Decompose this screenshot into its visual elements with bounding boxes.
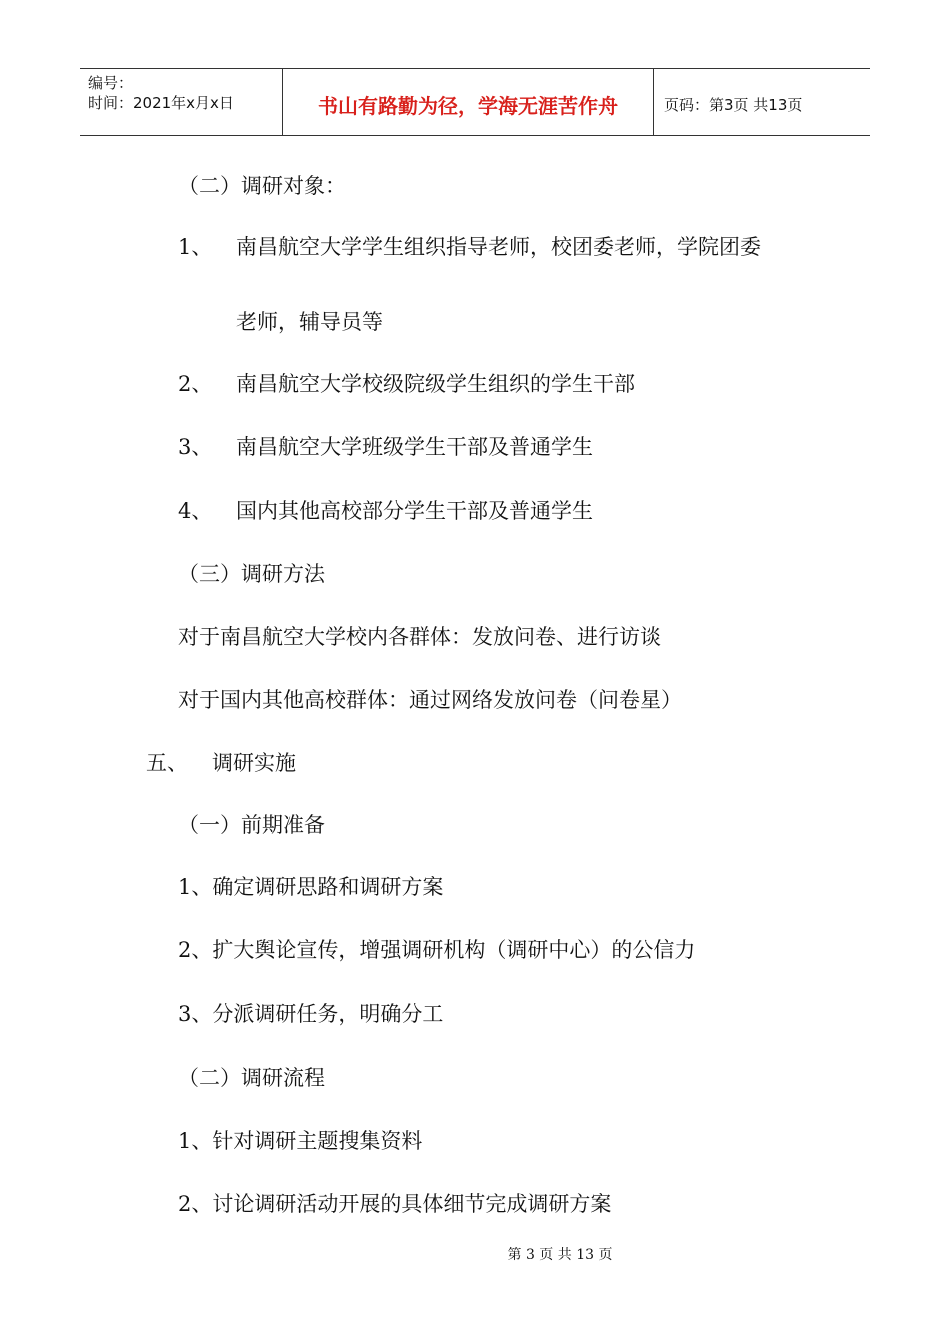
part-5-title: 调研实施 <box>212 751 296 775</box>
prep-item-1: 1、确定调研思路和调研方案 <box>178 875 444 899</box>
section-2-title: （二）调研对象： <box>178 174 346 198</box>
flow-item-2: 2、讨论调研活动开展的具体细节完成调研方案 <box>178 1192 612 1216</box>
list-item-3-text: 南昌航空大学班级学生干部及普通学生 <box>236 435 593 459</box>
list-item-4-number: 4、 <box>178 499 213 523</box>
list-item-2-text: 南昌航空大学校级院级学生组织的学生干部 <box>236 372 635 396</box>
flow-item-1: 1、针对调研主题搜集资料 <box>178 1129 423 1153</box>
header-time-label: 时间：2021年x月x日 <box>88 94 234 112</box>
header-number-label: 编号： <box>88 74 134 92</box>
list-item-2-number: 2、 <box>178 372 213 396</box>
flow-section-title: （二）调研流程 <box>178 1066 325 1090</box>
list-item-3-number: 3、 <box>178 435 213 459</box>
list-item-1-text: 南昌航空大学学生组织指导老师，校团委老师，学院团委 <box>236 235 761 259</box>
header-meta <box>80 69 282 135</box>
prep-item-3: 3、分派调研任务，明确分工 <box>178 1002 444 1026</box>
list-item-1-continuation: 老师，辅导员等 <box>236 310 383 334</box>
list-item-1-number: 1、 <box>178 235 213 259</box>
list-item-4-text: 国内其他高校部分学生干部及普通学生 <box>236 499 593 523</box>
prep-item-2: 2、扩大舆论宣传，增强调研机构（调研中心）的公信力 <box>178 938 696 962</box>
section-3-title: （三）调研方法 <box>178 562 325 586</box>
header-page-info: 页码：第3页 共13页 <box>664 95 803 114</box>
part-5-number: 五、 <box>146 751 188 775</box>
method-1-text: 对于南昌航空大学校内各群体：发放问卷、进行访谈 <box>178 625 661 649</box>
method-2-text: 对于国内其他高校群体：通过网络发放问卷（问卷星） <box>178 688 682 712</box>
page-footer: 第 3 页 共 13 页 <box>507 1247 613 1263</box>
page-header <box>80 68 870 136</box>
header-motto: 书山有路勤为径，学海无涯苦作舟 <box>282 69 654 135</box>
prep-section-title: （一）前期准备 <box>178 813 325 837</box>
